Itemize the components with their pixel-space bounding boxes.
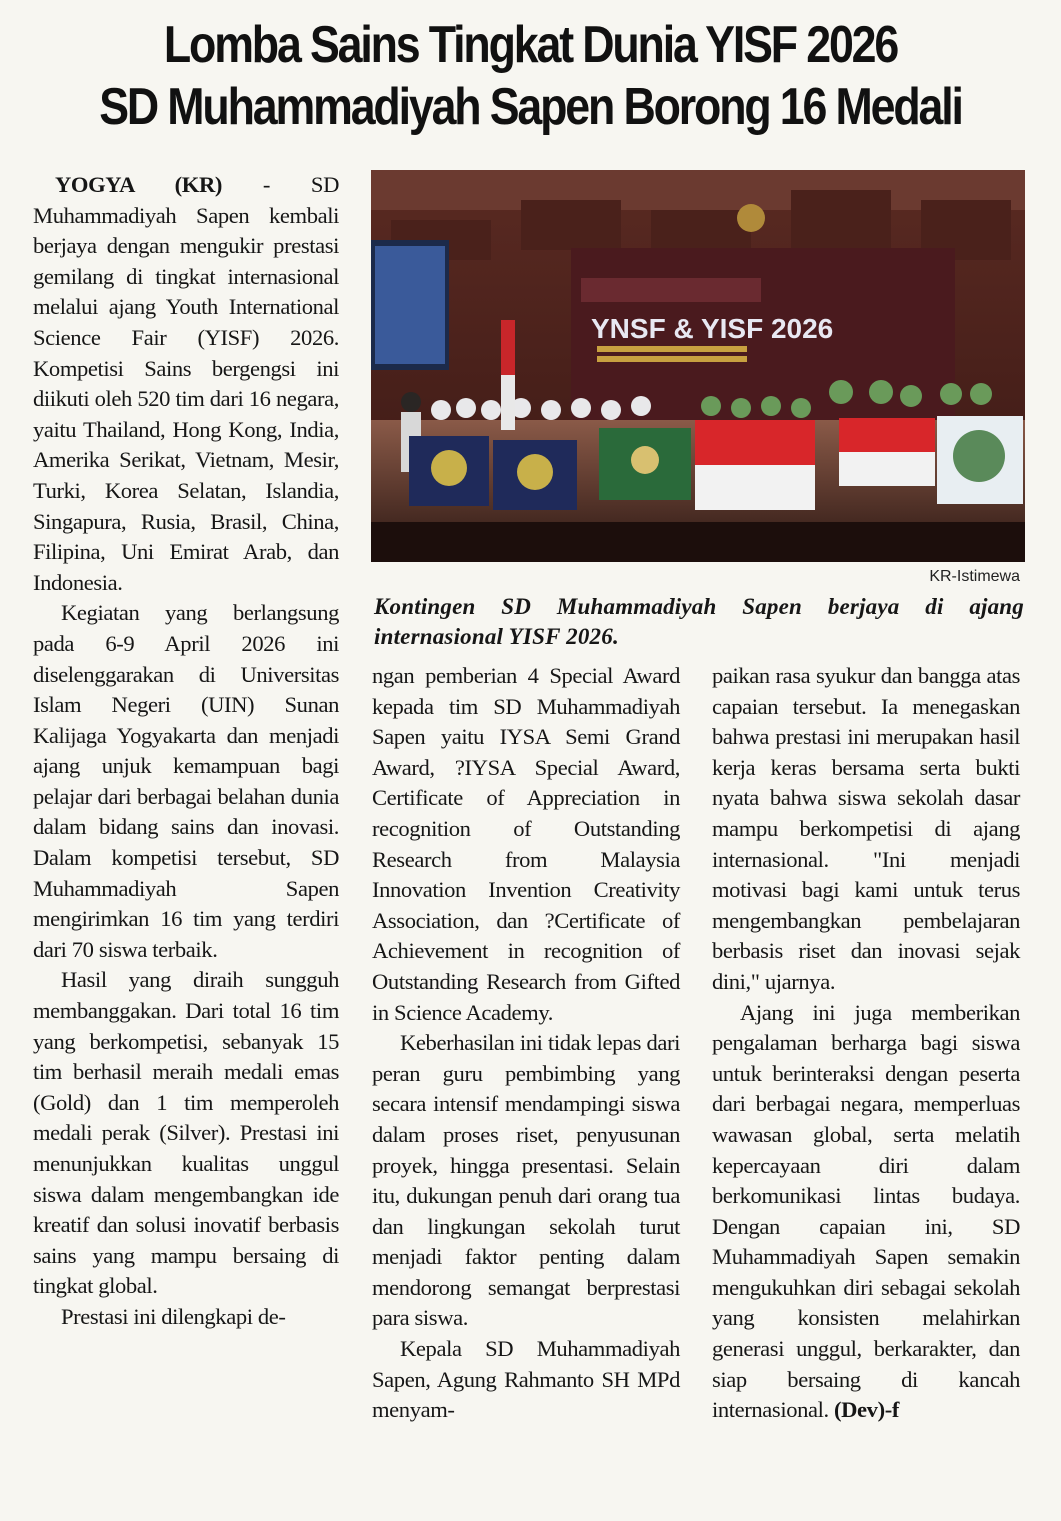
paragraph-6-continued: paikan rasa syukur dan bangga atas capaian tersebut. Ia menegaskan bahwa prestasi ini merupakan hasil kerja keras bersama serta bukti nyata bahwa siswa sekolah dasar mampu berkompetisi di ajang internasional. "Ini menjadi motivasi bagi kami untuk terus mengembangkan pembelajaran berbasis riset dan inovasi sejak dini," ujarnya.	[712, 663, 1020, 994]
paragraph-1	[33, 170, 339, 598]
paragraph-2: Kegiatan yang berlangsung pada 6-9 April 2026 ini diselenggarakan di Universitas Islam Negeri (UIN) Sunan Kalijaga Yogyakarta dan menjadi ajang unjuk kemampuan bagi pelajar dari berbagai belahan dunia dalam bidang sains dan inovasi. Dalam kompetisi tersebut, SD Muhammadiyah Sapen mengirimkan 16 tim yang terdiri dari 70 siswa terbaik.	[33, 600, 339, 962]
headline	[74, 14, 986, 138]
article-column-3	[712, 661, 1020, 1426]
paragraph-7-text: Ajang ini juga memberikan pengalaman berharga bagi siswa untuk berinteraksi dengan peserta dari berbagai negara, memperluas wawasan global, serta melatih kepercayaan diri dalam berkomunikasi lintas budaya. Dengan capaian ini, SD Muhammadiyah Sapen semakin mengukuhkan diri sebagai sekolah yang konsisten melahirkan generasi unggul, berkarakter, dan siap bersaing di kancah internasional.	[712, 999, 1020, 1423]
paragraph-4: Prestasi ini dilengkapi de-	[61, 1303, 286, 1329]
paragraph-1-text: - SD Muhammadiyah Sapen kembali berjaya dengan mengukir prestasi gemilang di tingkat internasional melalui ajang Youth International Science Fair (YISF) 2026. Kompetisi Sains bergengsi ini diikuti oleh 520 tim dari 16 negara, yaitu Thailand, Hong Kong, India, Amerika Serikat, Vietnam, Mesir, Turki, Korea Selatan, Islandia, Singapura, Rusia, Brasil, China, Filipina, Uni Emirat Arab, dan Indonesia.	[33, 172, 339, 595]
banner-text: YNSF & YISF 2026	[591, 313, 834, 344]
paragraph-4-continued: ngan pemberian 4 Special Award kepada tim SD Muhammadiyah Sapen yaitu IYSA Semi Grand Award, ?IYSA Special Award, Certificate of Appreciation in recognition of Outstanding Research from Malaysia Innovation Invention Creativity Association, dan ?Certificate of Achievement in recognition of Outstanding Research from Gifted in Science Academy.	[372, 663, 680, 1025]
headline-line-2: SD Muhammadiyah Sapen Borong 16 Medali	[99, 78, 962, 136]
paragraph-5: Keberhasilan ini tidak lepas dari peran guru pembimbing yang secara intensif mendampingi siswa dalam proses riset, penyusunan proyek, hingga presentasi. Selain itu, dukungan penuh dari orang tua dan lingkungan sekolah turut menjadi faktor penting dalam mendorong semangat berprestasi para siswa.	[372, 1030, 680, 1331]
photo-caption: Kontingen SD Muhammadiyah Sapen berjaya di ajang internasional YISF 2026.	[374, 594, 1024, 649]
article-column-2	[372, 661, 680, 1426]
news-photo	[371, 170, 1025, 562]
paragraph-7	[712, 998, 1020, 1426]
article-column-1	[33, 170, 339, 1333]
photo-credit: KR-Istimewa	[929, 568, 1020, 585]
author-signature: (Dev)-f	[834, 1397, 899, 1423]
headline-line-1: Lomba Sains Tingkat Dunia YISF 2026	[163, 16, 898, 74]
paragraph-6: Kepala SD Muhammadiyah Sapen, Agung Rahmanto SH MPd menyam-	[372, 1336, 680, 1423]
paragraph-3: Hasil yang diraih sungguh membanggakan. Dari total 16 tim yang berkompetisi, sebanyak 15 tim berhasil meraih medali emas (Gold) dan 1 tim memperoleh medali perak (Silver). Prestasi ini menunjukkan kualitas unggul siswa dalam mengembangkan ide kreatif dan solusi inovatif berbasis sains yang mampu bersaing di tingkat global.	[33, 967, 339, 1299]
dateline: YOGYA (KR)	[55, 172, 223, 197]
stage-photo-illustration	[371, 170, 1025, 562]
